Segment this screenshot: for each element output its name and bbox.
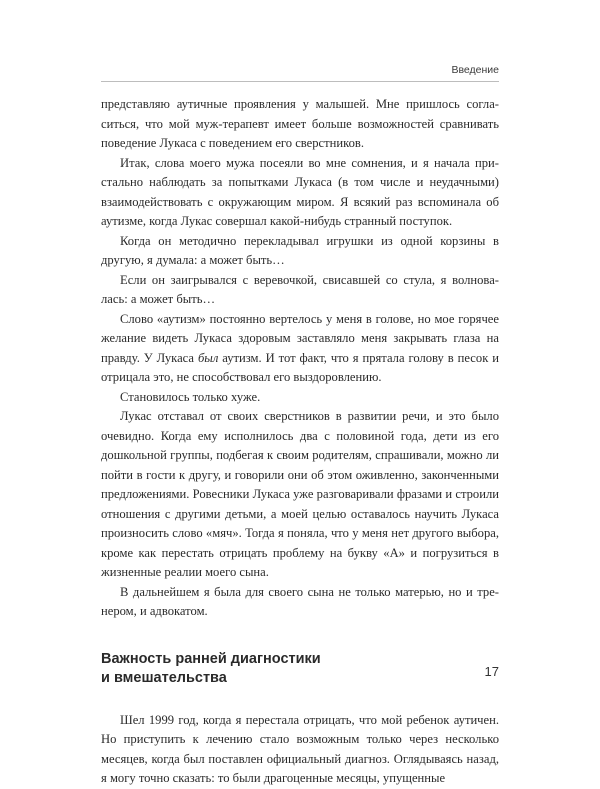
section-heading-line-1: Важность ранней диагностики	[101, 650, 321, 667]
header-rule	[101, 81, 499, 82]
paragraph-5	[101, 310, 499, 388]
paragraph-8: В дальнейшем я была для своего сына не только матерью, но и тренером, и адвокатом.	[101, 584, 499, 618]
paragraph-5-emphasis: был	[197, 350, 219, 365]
paragraph-1: представляю аутичные проявления у малышей. Мне пришлось согласиться, что мой муж-терапевт имеет больше возможностей сравнивать поведение Лукаса с поведением его сверстников.	[101, 97, 499, 150]
paragraph-2: Итак, слова моего мужа посеяли во мне сомнения, и я начала пристально наблюдать за попытками Лукаса (в том числе и неудачными) взаимодействовать с окружающим миром. Я всякий раз вспоминала об аутизме, когда Лукас совершал какой-нибудь странный поступок.	[101, 155, 499, 228]
paragraph-3: Когда он методично перекладывал игрушки из одной корзины в другую, я думала: а может быть…	[101, 233, 499, 267]
section-heading	[101, 650, 499, 688]
paragraph-7: Лукас отставал от своих сверстников в развитии речи, и это было очевидно. Когда ему исполнилось два с половиной года, дети из его дошкольной группы, подбегая к своим родителям, спрашивали, можно ли пойти в гости к другу, и говорили они об этом оживленно, законченными предложениями. Ровесники Лукаса уже разговаривали фразами и строили отношения с другими детьми, а моей целью оставалось научить Лукаса произносить слово «мяч». Тогда я поняла, что у меня нет другого выбора, кроме как перестать отрицать проблему на букву «А» и погрузиться в жизненные реалии моего сына.	[101, 409, 499, 579]
section-paragraph-1: Шел 1999 год, когда я перестала отрицать, что мой ребенок аутичен. Но приступить к лечению стало возможным только через несколько месяцев, когда был поставлен официальный диагноз. Оглядываясь назад, я могу точно сказать: то были драгоценные месяцы, упущенные	[101, 712, 499, 785]
running-head: Введение	[451, 64, 499, 76]
paragraph-5-text: Слово «аутизм» постоянно вертелось у меня в голове, но мое горячее желание видеть Лукаса здоровым заставляло меня закрывать глаза на правду. У Лукаса	[101, 311, 499, 365]
paragraph-5-end: аутизм. И тот факт, что я прятала голову в песок и отрицала это, не способствовал его выздоровлению.	[101, 350, 499, 384]
paragraph-6: Становилось только хуже.	[120, 389, 261, 404]
body-text	[101, 95, 499, 789]
page-number: 17	[484, 664, 499, 679]
paragraph-4: Если он заигрывался с веревочкой, свисавшей со стула, я волновалась: а может быть…	[101, 272, 499, 306]
section-heading-line-2: и вмешательства	[101, 669, 227, 686]
